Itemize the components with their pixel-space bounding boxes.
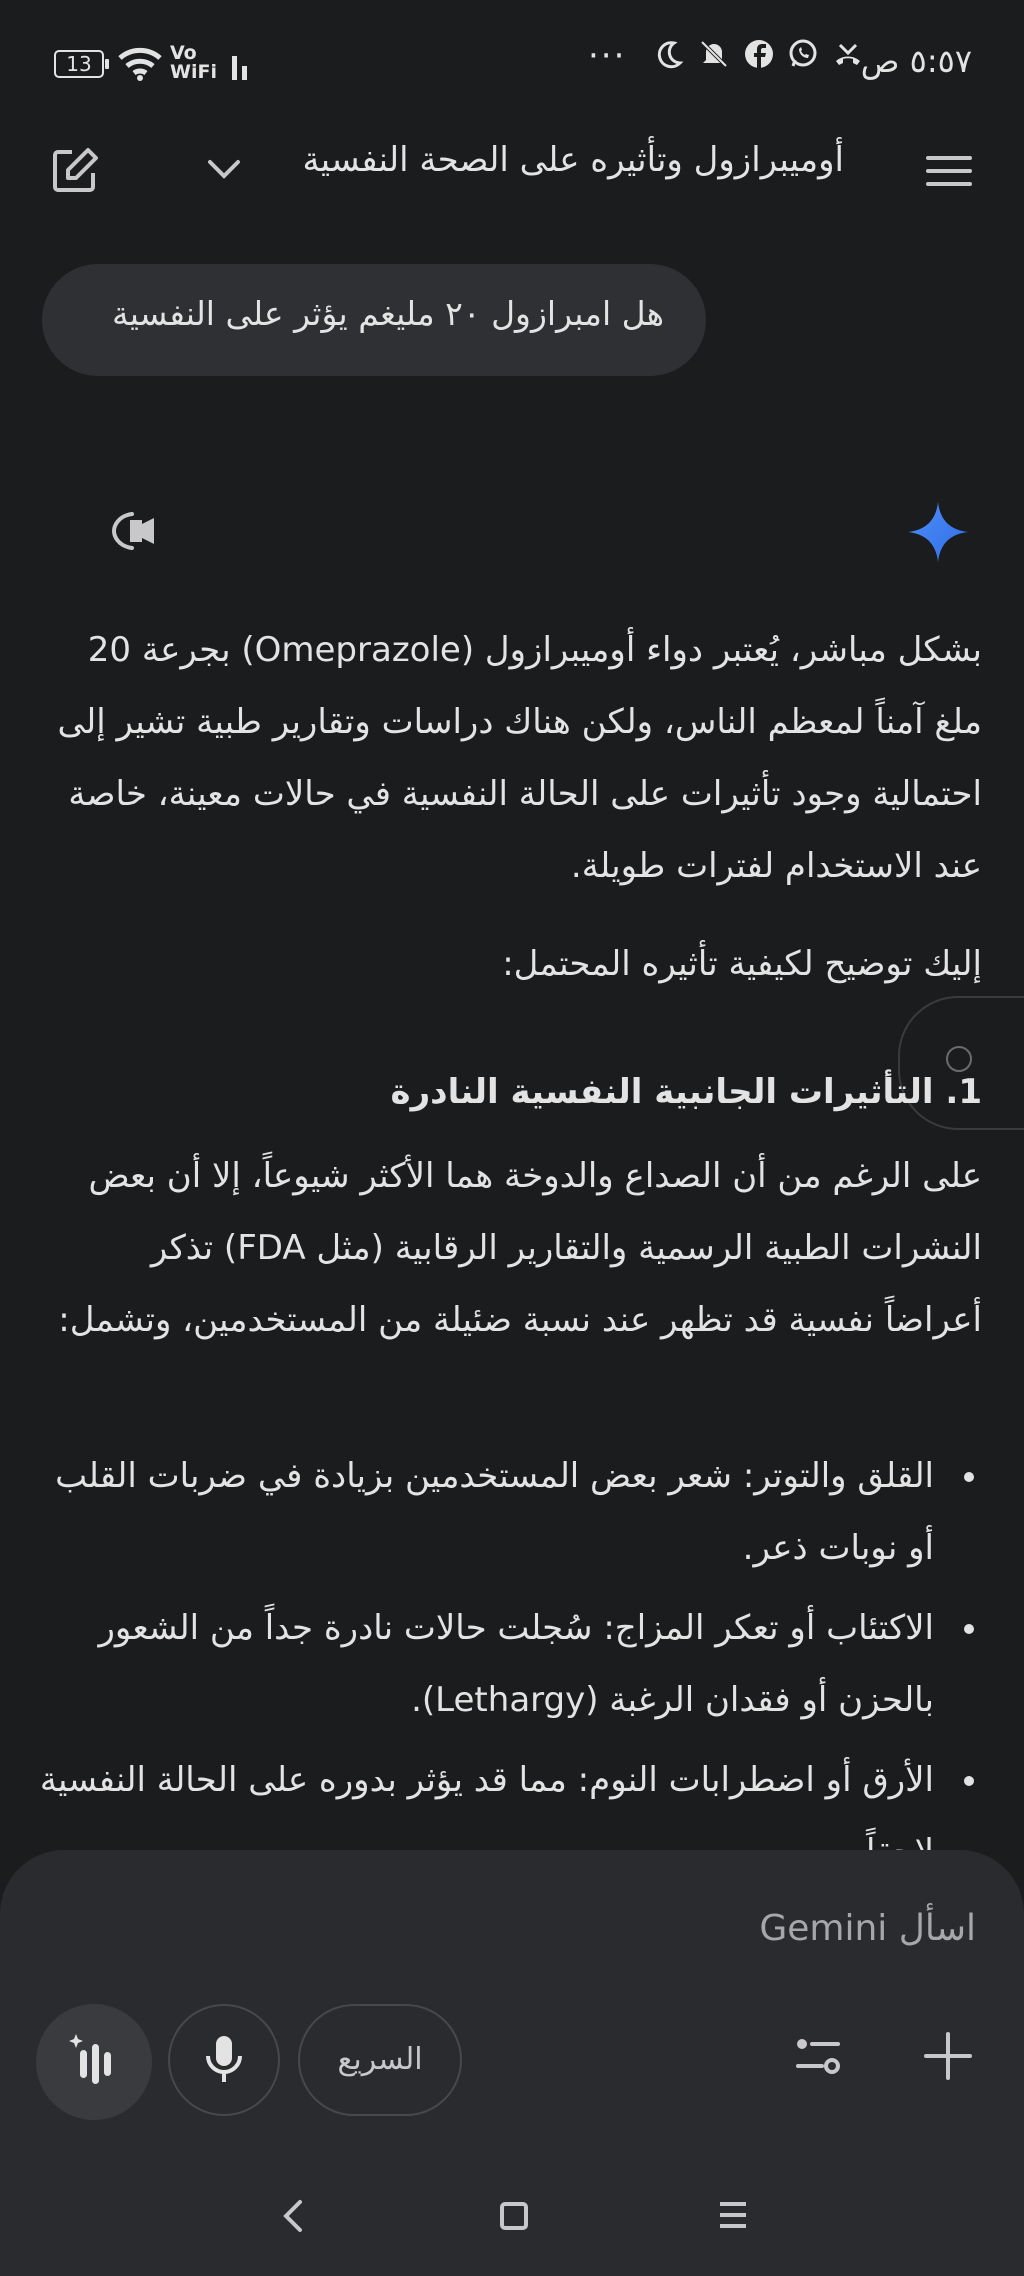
side-effects-list — [38, 1440, 982, 1896]
microphone-icon — [170, 2006, 278, 2114]
chat-title[interactable]: أوميبرازول وتأثيره على الصحة النفسية — [302, 140, 844, 180]
notification-icons — [654, 38, 864, 70]
more-dots-icon: ··· — [588, 36, 627, 76]
clock: ٥:٥٧ ص — [860, 42, 972, 80]
nav-recent-apps-icon[interactable] — [716, 2198, 750, 2232]
whatsapp-icon — [788, 39, 818, 69]
tools-icon[interactable] — [790, 2028, 846, 2084]
menu-icon[interactable] — [920, 148, 980, 194]
nav-home-icon[interactable] — [498, 2200, 530, 2232]
gemini-spark-icon — [906, 500, 970, 564]
chevron-down-icon[interactable] — [204, 152, 244, 186]
add-icon[interactable] — [920, 2028, 976, 2084]
user-message-text: هل امبرازول ٢٠ مليغم يؤثر على النفسية — [112, 294, 664, 333]
signal-icon — [230, 50, 266, 80]
edit-icon[interactable] — [50, 146, 100, 196]
missed-call-icon — [832, 39, 864, 69]
response-lead: إليك توضيح لكيفية تأثيره المحتمل: — [502, 944, 982, 984]
live-waveform-icon — [36, 2004, 152, 2120]
wifi-icon — [116, 44, 164, 82]
list-item: الاكتئاب أو تعكر المزاج: سُجلت حالات نادرة جداً من الشعور بالحزن أو فقدان الرغبة (Lethargy). — [38, 1592, 934, 1736]
vowifi-label: Vo WiFi — [170, 42, 217, 83]
model-mode-button[interactable]: السريع — [298, 2004, 462, 2116]
live-button[interactable] — [36, 2004, 152, 2120]
moon-icon — [654, 39, 684, 69]
list-item: الأرق أو اضطرابات النوم: مما قد يؤثر بدوره على الحالة النفسية — [38, 1744, 934, 1888]
facebook-icon — [744, 39, 774, 69]
user-message-bubble — [42, 264, 706, 376]
microphone-button[interactable] — [168, 2004, 280, 2116]
notifications-muted-icon — [698, 38, 730, 70]
section-body: على الرغم من أن الصداع والدوخة هما الأكثر شيوعاً، إلا أن بعض النشرات الطبية الرسمية والتقارير الرقابية (مثل FDA) تذكر أعراضاً نفسية قد تظهر عند نسبة ضئيلة من المستخدمين، وتشمل: — [58, 1156, 982, 1340]
response-intro: بشكل مباشر، يُعتبر دواء أوميبرازول (Omeprazole) بجرعة 20 ملغ آمناً لمعظم الناس، ولكن هناك دراسات وتقارير طبية تشير إلى احتمالية وجود تأثيرات على الحالة النفسية في حالات معينة، خاصة عند الاستخدام لفترات طويلة. — [57, 630, 982, 886]
battery-indicator: 13 — [54, 50, 104, 78]
prompt-input[interactable]: اسأل Gemini — [759, 1908, 976, 1949]
nav-back-icon[interactable] — [278, 2196, 308, 2236]
section-heading: 1. التأثيرات الجانبية النفسية النادرة — [390, 1072, 982, 1112]
list-item: القلق والتوتر: شعر بعض المستخدمين بزيادة في ضربات القلب أو نوبات ذعر. — [38, 1440, 934, 1584]
read-aloud-icon[interactable] — [108, 506, 162, 556]
status-bar — [0, 0, 1024, 120]
